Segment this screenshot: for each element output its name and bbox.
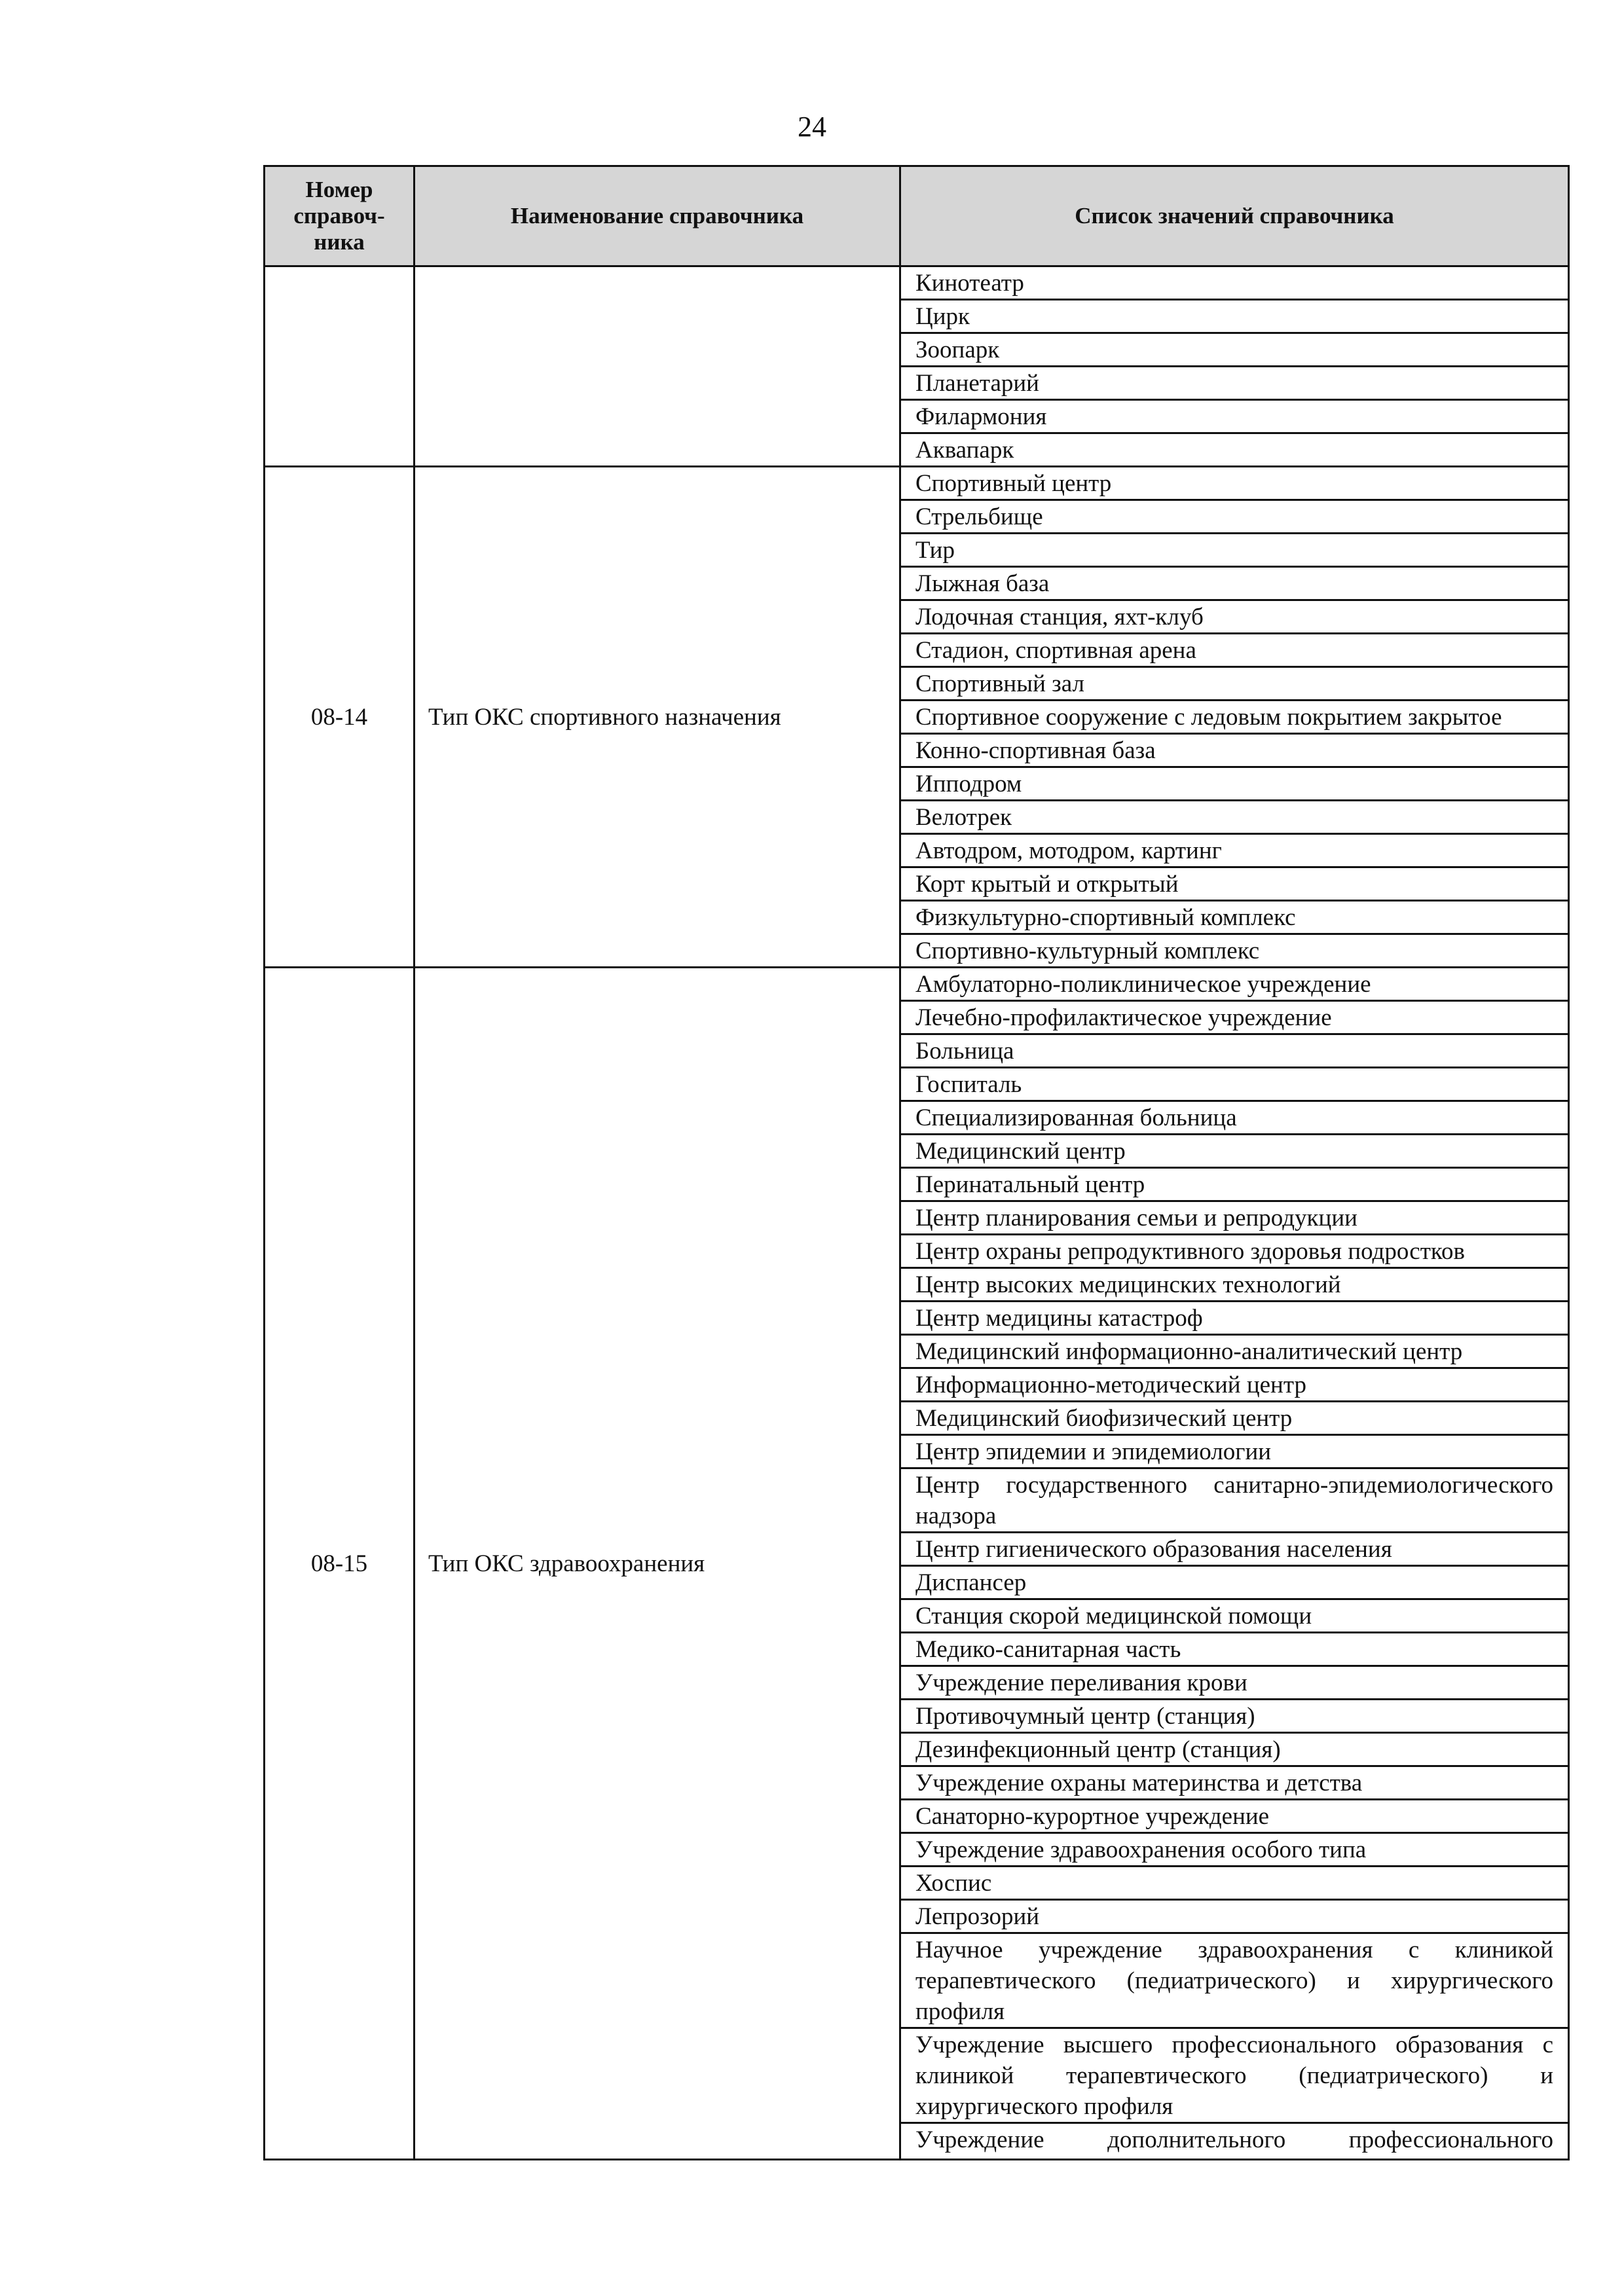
reference-value-cell: Корт крытый и открытый xyxy=(900,867,1569,901)
reference-value-cell: Учреждение высшего профессионального образования с клиникой терапевтического (педиатрического) и хирургического профиля xyxy=(900,2028,1569,2123)
reference-name-cell: Тип ОКС спортивного назначения xyxy=(415,467,900,968)
reference-name-cell xyxy=(415,266,900,467)
reference-value-cell: Диспансер xyxy=(900,1566,1569,1599)
reference-value-cell: Учреждение переливания крови xyxy=(900,1666,1569,1700)
reference-value-cell: Хоспис xyxy=(900,1867,1569,1900)
reference-value-cell: Учреждение здравоохранения особого типа xyxy=(900,1833,1569,1867)
reference-name-cell: Тип ОКС здравоохранения xyxy=(415,968,900,2160)
reference-value-cell: Цирк xyxy=(900,300,1569,333)
reference-value-cell: Станция скорой медицинской помощи xyxy=(900,1599,1569,1633)
reference-value-cell: Лодочная станция, яхт-клуб xyxy=(900,600,1569,634)
header-reference-values: Список значений справочника xyxy=(900,166,1569,266)
table-row xyxy=(265,266,1569,300)
reference-value-cell: Центр высоких медицинских технологий xyxy=(900,1268,1569,1302)
reference-value-cell: Центр охраны репродуктивного здоровья подростков xyxy=(900,1235,1569,1268)
header-reference-name: Наименование справочника xyxy=(415,166,900,266)
reference-number-cell: 08-14 xyxy=(265,467,415,968)
reference-value-cell: Научное учреждение здравоохранения с клиникой терапевтического (педиатрического) и хирургического профиля xyxy=(900,1933,1569,2028)
reference-value-cell: Лепрозорий xyxy=(900,1900,1569,1933)
reference-value-cell: Стадион, спортивная арена xyxy=(900,634,1569,667)
reference-value-cell: Спортивный центр xyxy=(900,467,1569,500)
reference-number-cell: 08-15 xyxy=(265,968,415,2160)
table-row xyxy=(265,467,1569,500)
reference-value-cell: Автодром, мотодром, картинг xyxy=(900,834,1569,867)
reference-value-cell: Противочумный центр (станция) xyxy=(900,1700,1569,1733)
reference-value-cell: Зоопарк xyxy=(900,333,1569,367)
reference-value-cell: Физкультурно-спортивный комплекс xyxy=(900,901,1569,934)
reference-value-cell: Лечебно-профилактическое учреждение xyxy=(900,1001,1569,1034)
reference-value-cell: Тир xyxy=(900,534,1569,567)
reference-value-cell: Планетарий xyxy=(900,367,1569,400)
reference-value-cell: Информационно-методический центр xyxy=(900,1368,1569,1402)
reference-value-cell: Амбулаторно-поликлиническое учреждение xyxy=(900,968,1569,1001)
reference-value-cell: Медицинский биофизический центр xyxy=(900,1402,1569,1435)
reference-value-cell: Спортивно-культурный комплекс xyxy=(900,934,1569,968)
reference-value-cell: Спортивное сооружение с ледовым покрытием закрытое xyxy=(900,701,1569,734)
reference-value-cell: Аквапарк xyxy=(900,433,1569,467)
reference-value-cell: Велотрек xyxy=(900,801,1569,834)
reference-value-cell: Перинатальный центр xyxy=(900,1168,1569,1201)
reference-value-cell: Лыжная база xyxy=(900,567,1569,600)
reference-value-cell: Филармония xyxy=(900,400,1569,433)
reference-number-cell xyxy=(265,266,415,467)
reference-value-cell: Больница xyxy=(900,1034,1569,1068)
reference-value-cell: Дезинфекционный центр (станция) xyxy=(900,1733,1569,1766)
header-reference-number: Номер справоч-ника xyxy=(265,166,415,266)
table-header-row xyxy=(265,166,1569,266)
reference-value-cell: Специализированная больница xyxy=(900,1101,1569,1135)
reference-value-cell: Медицинский центр xyxy=(900,1135,1569,1168)
reference-value-cell: Санаторно-курортное учреждение xyxy=(900,1800,1569,1833)
reference-value-cell: Конно-спортивная база xyxy=(900,734,1569,767)
reference-value-cell: Госпиталь xyxy=(900,1068,1569,1101)
table-row xyxy=(265,968,1569,1001)
table-body xyxy=(265,266,1569,2160)
reference-value-cell: Учреждение охраны материнства и детства xyxy=(900,1766,1569,1800)
reference-value-cell: Центр гигиенического образования населения xyxy=(900,1533,1569,1566)
reference-value-cell: Медицинский информационно-аналитический центр xyxy=(900,1335,1569,1368)
reference-value-cell: Центр государственного санитарно-эпидемиологического надзора xyxy=(900,1468,1569,1533)
reference-table xyxy=(263,165,1570,2160)
reference-value-cell: Ипподром xyxy=(900,767,1569,801)
reference-value-cell: Спортивный зал xyxy=(900,667,1569,701)
reference-value-cell: Кинотеатр xyxy=(900,266,1569,300)
reference-value-cell: Центр эпидемии и эпидемиологии xyxy=(900,1435,1569,1468)
reference-value-cell: Центр медицины катастроф xyxy=(900,1302,1569,1335)
reference-value-cell: Медико-санитарная часть xyxy=(900,1633,1569,1666)
reference-value-cell: Центр планирования семьи и репродукции xyxy=(900,1201,1569,1235)
page-number: 24 xyxy=(798,111,826,143)
reference-value-cell: Стрельбище xyxy=(900,500,1569,534)
reference-value-cell: Учреждение дополнительного профессионального xyxy=(900,2123,1569,2160)
